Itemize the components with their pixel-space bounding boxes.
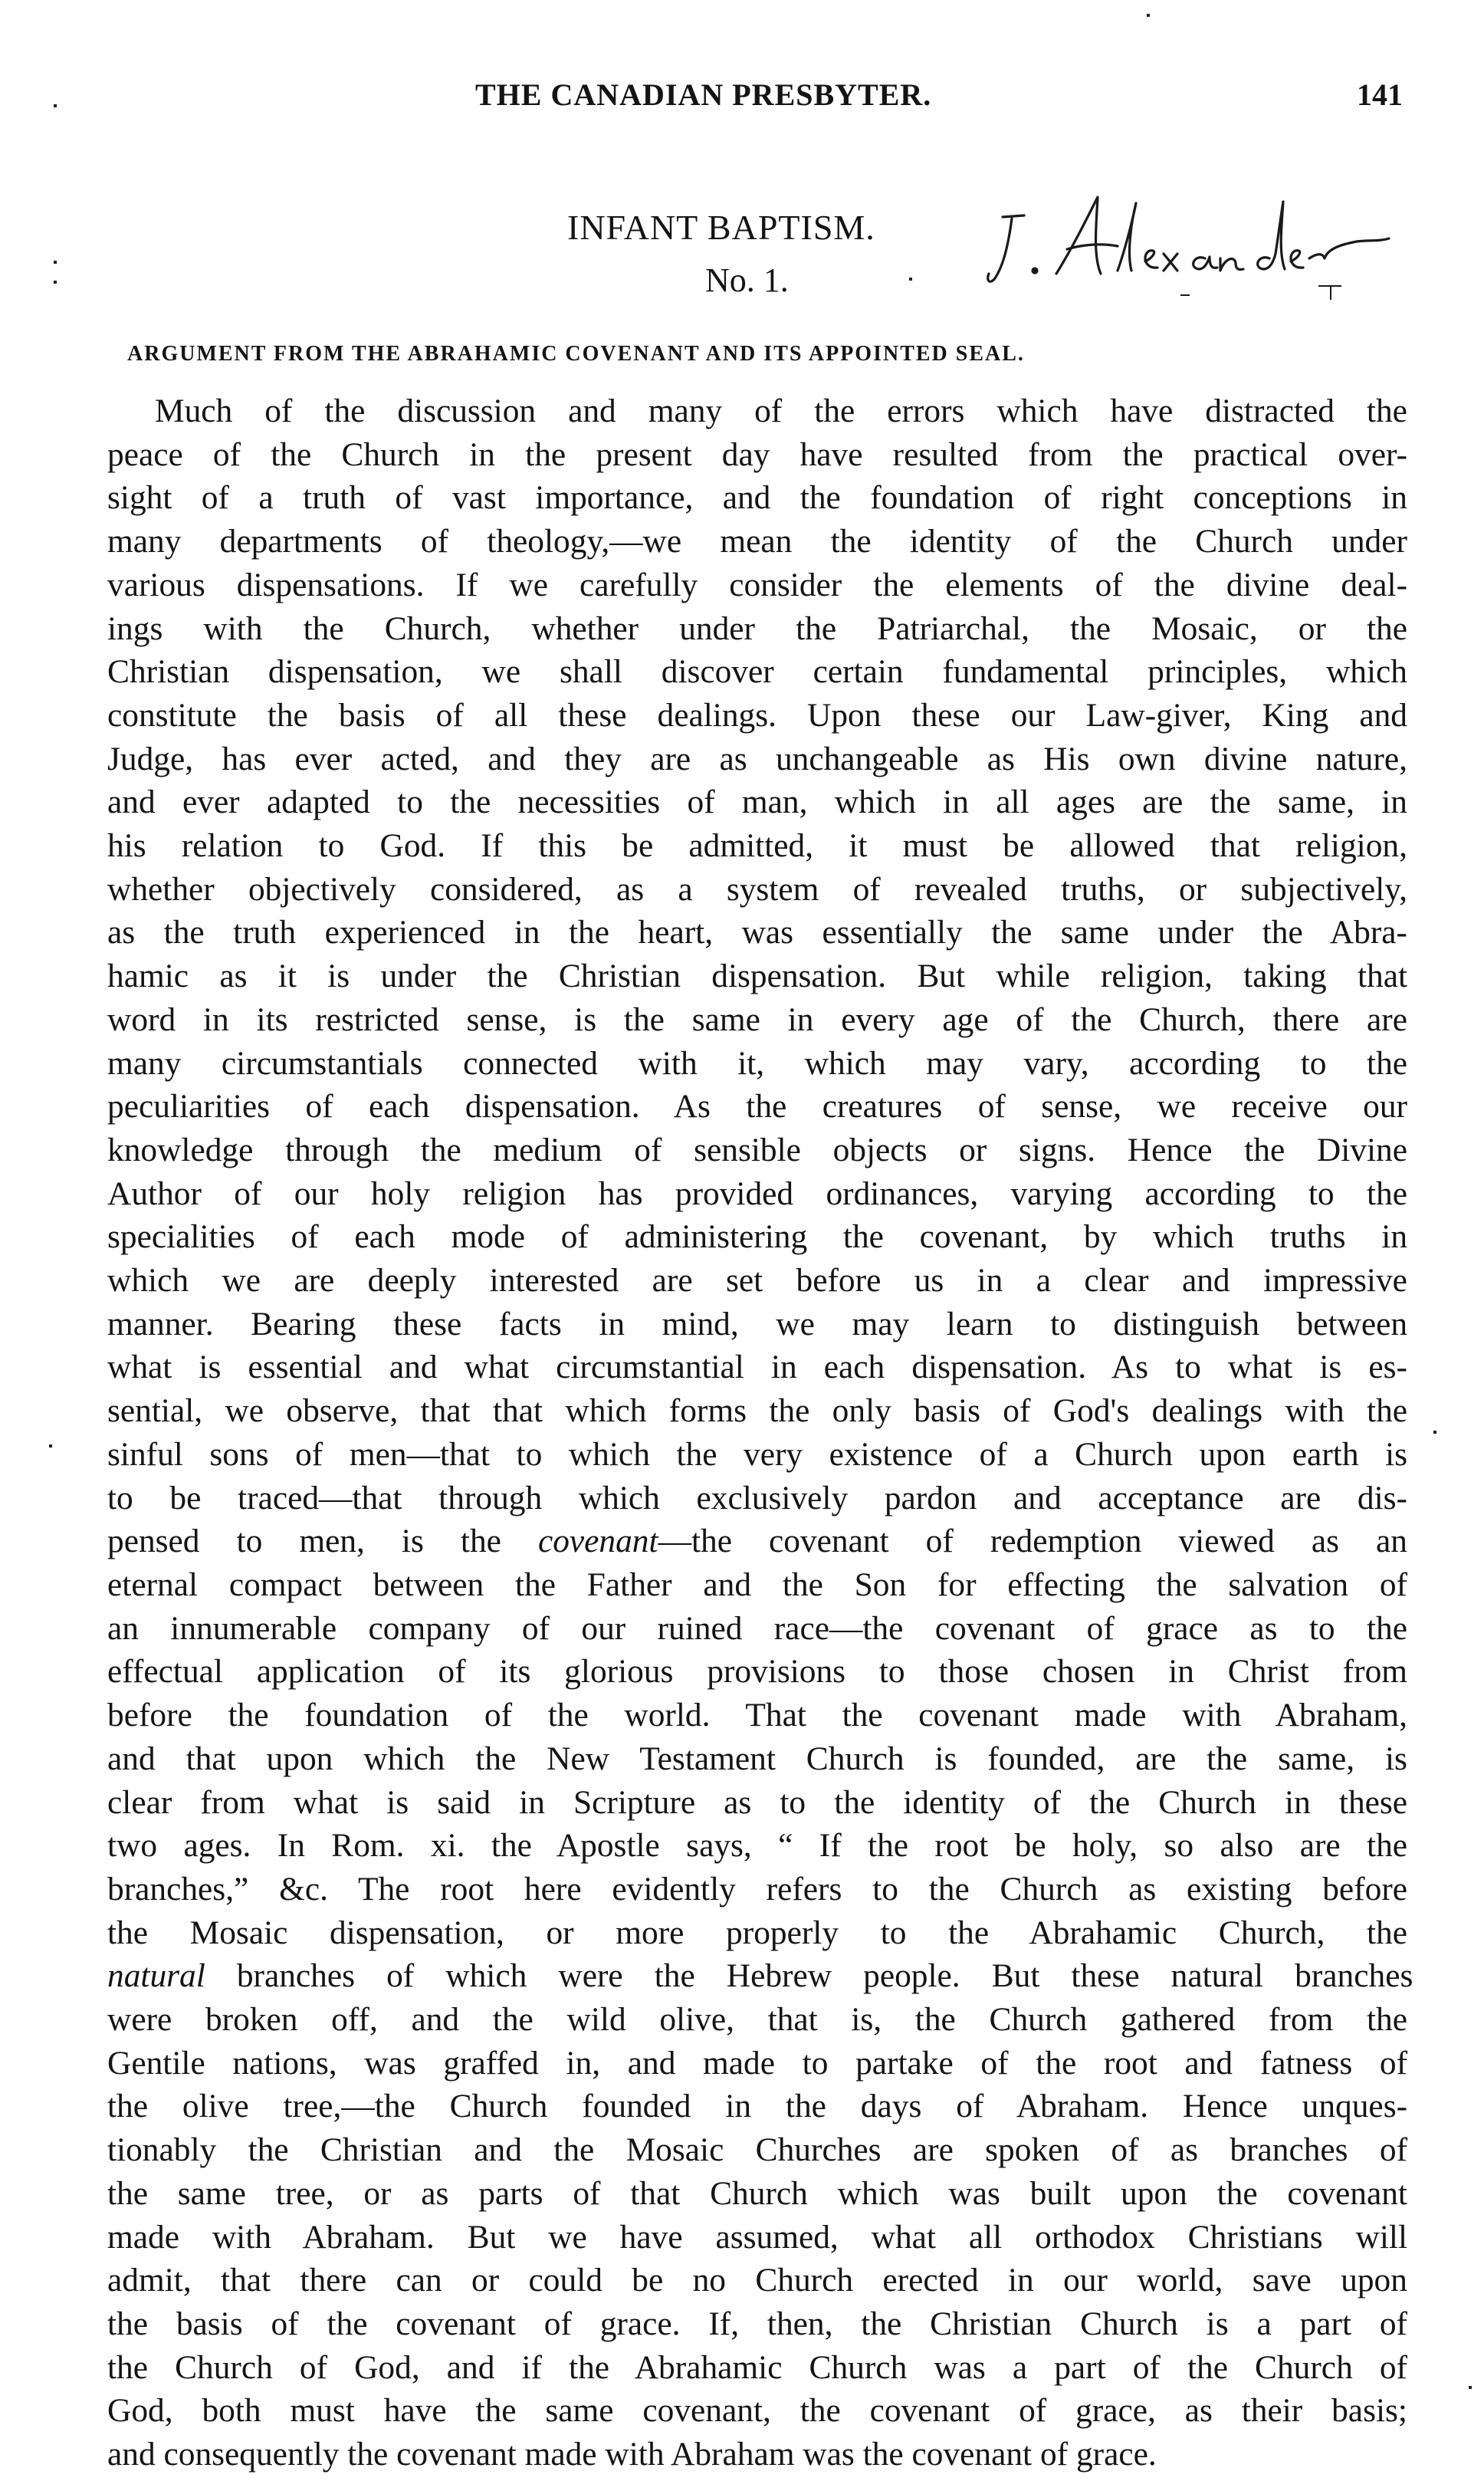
body-line: manner. Bearing these facts in mind, we may learn to distinguish between (107, 1305, 1408, 1342)
body-line: natural branches of which were the Hebrew people. But these natural branches (107, 1957, 1413, 1995)
scan-speck (54, 261, 57, 264)
body-line: an innumerable company of our ruined race—the covenant of grace as to the (107, 1609, 1407, 1647)
body-line: whether objectively considered, as a system of revealed truths, or subjectively, (107, 870, 1408, 908)
body-line: peace of the Church in the present day have resulted from the practical over- (107, 435, 1408, 473)
running-head: THE CANADIAN PRESBYTER. (475, 77, 932, 112)
body-line: admit, that there can or could be no Church erected in our world, save upon (107, 2262, 1407, 2299)
body-line: effectual application of its glorious provisions to those chosen in Christ from (107, 1653, 1408, 1691)
scan-speck (49, 1444, 52, 1448)
body-line: many departments of theology,—we mean the identity of the Church under (107, 523, 1407, 560)
body-line: as the truth experienced in the heart, was essentially the same under the Abra- (107, 914, 1408, 951)
article-subtitle: ARGUMENT FROM THE ABRAHAMIC COVENANT AND ITS APPOINTED SEAL. (127, 342, 1025, 366)
body-line: the Church of God, and if the Abrahamic Church was a part of the Church of (107, 2348, 1407, 2386)
article-title: INFANT BAPTISM. (567, 208, 875, 247)
body-line: Much of the discussion and many of the errors which have distracted the (155, 393, 1407, 429)
scan-speck (1147, 14, 1150, 17)
scan-speck (1433, 1431, 1436, 1434)
body-line: the same tree, or as parts of that Church which was built upon the covenant (107, 2174, 1407, 2212)
body-line: Judge, has ever acted, and they are as unchangeable as His own divine nature, (107, 740, 1407, 777)
body-line: hamic as it is under the Christian dispensation. But while religion, taking that (107, 958, 1408, 995)
scan-speck (54, 281, 57, 284)
page-number: 141 (1357, 77, 1403, 112)
body-line: made with Abraham. But we have assumed, what all orthodox Christians will (107, 2218, 1407, 2256)
body-line: ings with the Church, whether under the Patriarchal, the Mosaic, or the (107, 610, 1407, 647)
scan-speck (54, 104, 57, 107)
body-line: various dispensations. If we carefully consider the elements of the divine deal- (107, 566, 1408, 603)
body-line: peculiarities of each dispensation. As the creatures of sense, we receive our (107, 1088, 1407, 1125)
body-line: Christian dispensation, we shall discover certain fundamental principles, which (107, 653, 1408, 691)
scan-speck (909, 278, 912, 281)
body-line: God, both must have the same covenant, the covenant of grace, as their basis; (107, 2392, 1407, 2430)
body-line: the Mosaic dispensation, or more properly to the Abrahamic Church, the (107, 1914, 1408, 1951)
body-line: specialities of each mode of administering the covenant, by which truths in (107, 1218, 1408, 1256)
body-line: which we are deeply interested are set before us in a clear and impressive (107, 1262, 1407, 1300)
body-line: sight of a truth of vast importance, and the foundation of right conceptions in (107, 479, 1407, 517)
body-line: two ages. In Rom. xi. the Apostle says, “ If the root be holy, so also are the (107, 1827, 1408, 1865)
body-line: sinful sons of men—that to which the very existence of a Church upon earth is (107, 1435, 1408, 1473)
body-line: word in its restricted sense, is the same in every age of the Church, there are (107, 1001, 1407, 1038)
body-line: many circumstantials connected with it, which may vary, according to the (107, 1044, 1408, 1082)
body-line: and consequently the covenant made with Abraham was the covenant of grace. (107, 2436, 1157, 2473)
body-line: and that upon which the New Testament Church is founded, are the same, is (107, 1740, 1407, 1777)
body-line: were broken off, and the wild olive, that is, the Church gathered from the (107, 2001, 1407, 2039)
body-line: Gentile nations, was graffed in, and made to partake of the root and fatness of (107, 2044, 1408, 2082)
body-line: to be traced—that through which exclusively pardon and acceptance are dis- (107, 1479, 1407, 1517)
body-line: before the foundation of the world. That the covenant made with Abraham, (107, 1697, 1407, 1734)
body-line: sential, we observe, that that which forms the only basis of God's dealings with the (107, 1392, 1408, 1430)
body-line: Author of our holy religion has provided ordinances, varying according to the (107, 1175, 1407, 1212)
handwritten-signature (981, 188, 1395, 303)
article-body (107, 389, 1413, 2476)
body-line: knowledge through the medium of sensible objects or signs. Hence the Divine (107, 1131, 1407, 1168)
article-number: No. 1. (705, 261, 789, 299)
body-line: his relation to God. If this be admitted, it must be allowed that religion, (107, 827, 1407, 865)
body-line: pensed to men, is the covenant—the covenant of redemption viewed as an (107, 1523, 1407, 1560)
body-line: constitute the basis of all these dealings. Upon these our Law-giver, King and (107, 696, 1407, 734)
body-line: eternal compact between the Father and the Son for effecting the salvation of (107, 1566, 1407, 1603)
body-line: clear from what is said in Scripture as to the identity of the Church in these (107, 1783, 1408, 1821)
body-line: tionably the Christian and the Mosaic Churches are spoken of as branches of (107, 2131, 1408, 2169)
scan-speck (1469, 2386, 1472, 2389)
body-line: the olive tree,—the Church founded in the days of Abraham. Hence unques- (107, 2088, 1408, 2125)
body-line: the basis of the covenant of grace. If, then, the Christian Church is a part of (107, 2305, 1407, 2342)
body-line: and ever adapted to the necessities of man, which in all ages are the same, in (107, 784, 1407, 821)
body-line: what is essential and what circumstantial in each dispensation. As to what is es- (107, 1349, 1407, 1386)
body-line: branches,” &c. The root here evidently refers to the Church as existing before (107, 1870, 1408, 1908)
